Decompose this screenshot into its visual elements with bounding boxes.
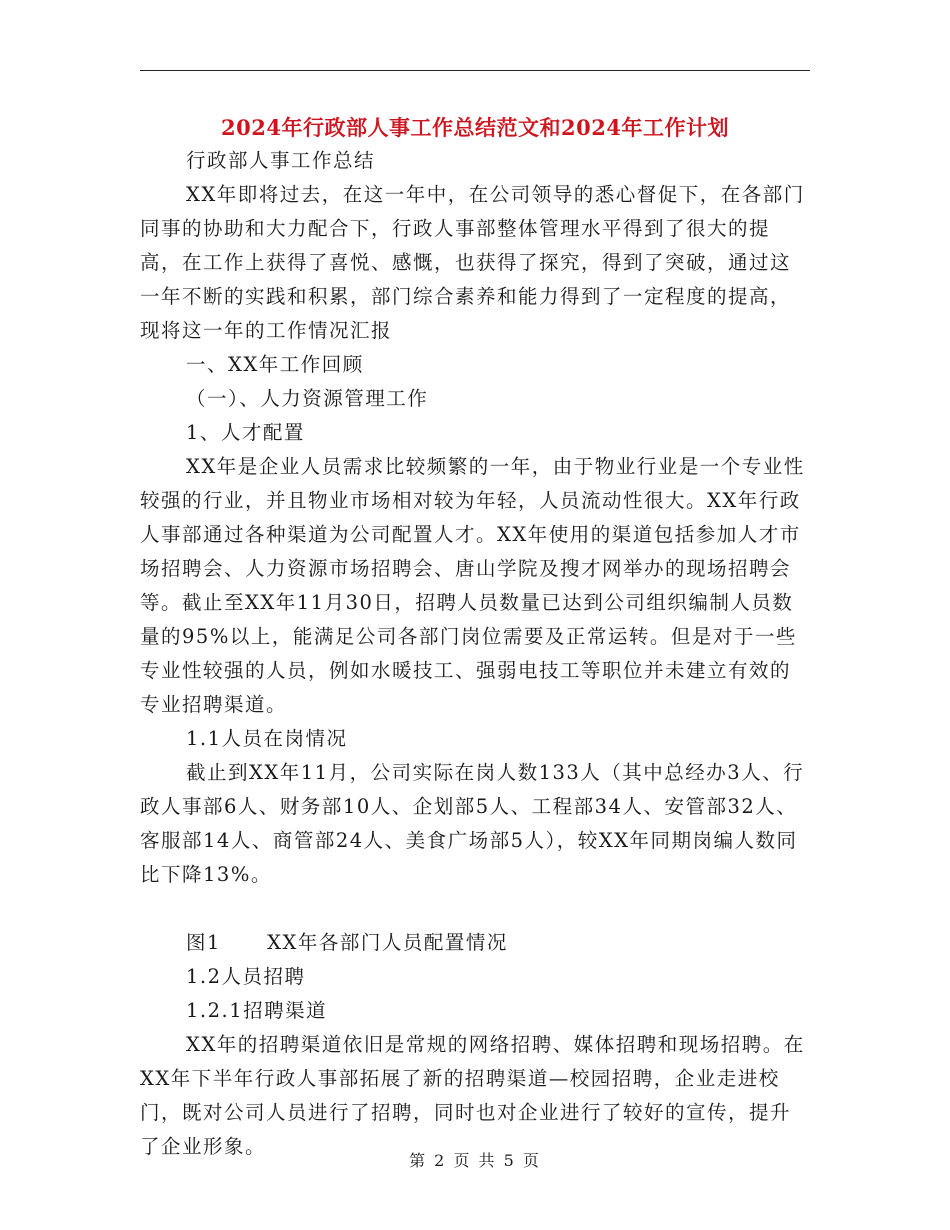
heading-staff-on-duty: 1.1人员在岗情况 bbox=[186, 727, 348, 750]
document-body bbox=[140, 144, 810, 1164]
heading-review: 一、XX年工作回顾 bbox=[186, 353, 364, 376]
figure-placeholder bbox=[140, 892, 810, 926]
heading-hr-management: （一）、人力资源管理工作 bbox=[186, 387, 429, 410]
figure-caption: 图1 XX年各部门人员配置情况 bbox=[186, 931, 508, 954]
recruitment-channels-paragraph: XX年的招聘渠道依旧是常规的网络招聘、媒体招聘和现场招聘。在XX年下半年行政人事部拓展了新的招聘渠道—校园招聘，企业走进校门，既对公司人员进行了招聘，同时也对企业进行了较好的宣传，提升了企业形象。 bbox=[140, 1033, 805, 1158]
section-heading: 行政部人事工作总结 bbox=[186, 149, 376, 172]
talent-allocation-paragraph: XX年是企业人员需求比较频繁的一年，由于物业行业是一个专业性较强的行业，并且物业市场相对较为年轻，人员流动性很大。XX年行政人事部通过各种渠道为公司配置人才。XX年使用的渠道包括参加人才市场招聘会、人力资源市场招聘会、唐山学院及搜才网举办的现场招聘会等。截止至XX年11月30日，招聘人员数量已达到公司组织编制人员数量的95%以上，能满足公司各部门岗位需要及正常运转。但是对于一些专业性较强的人员，例如水暖技工、强弱电技工等职位并未建立有效的专业招聘渠道。 bbox=[140, 455, 805, 716]
header-rule bbox=[140, 70, 810, 71]
staff-on-duty-paragraph: 截止到XX年11月，公司实际在岗人数133人（其中总经办3人、行政人事部6人、财务部10人、企划部5人、工程部34人、安管部32人、客服部14人、商管部24人、美食广场部5人），较XX年同期岗编人数同比下降13%。 bbox=[140, 761, 805, 886]
heading-recruitment: 1.2人员招聘 bbox=[186, 965, 306, 988]
intro-paragraph: XX年即将过去，在这一年中，在公司领导的悉心督促下，在各部门同事的协助和大力配合下，行政人事部整体管理水平得到了很大的提高，在工作上获得了喜悦、感慨，也获得了探究，得到了突破，通过这一年不断的实践和积累，部门综合素养和能力得到了一定程度的提高，现将这一年的工作情况汇报 bbox=[140, 183, 805, 342]
page-number: 第 2 页 共 5 页 bbox=[409, 1151, 541, 1170]
heading-talent-allocation: 1、人才配置 bbox=[186, 421, 305, 444]
document-title: 2024年行政部人事工作总结范文和2024年工作计划 bbox=[221, 115, 729, 140]
heading-recruitment-channels: 1.2.1招聘渠道 bbox=[186, 999, 328, 1022]
